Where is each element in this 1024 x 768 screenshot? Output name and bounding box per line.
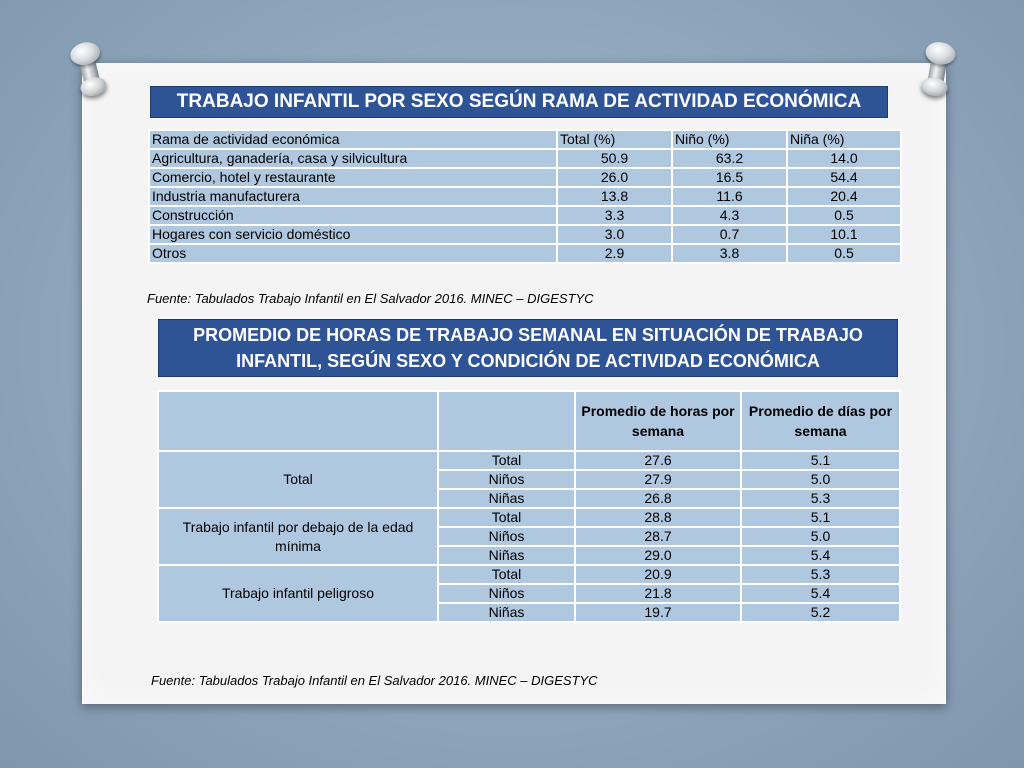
activity-table bbox=[148, 129, 902, 264]
table-row bbox=[149, 168, 901, 187]
column-header: Rama de actividad económica bbox=[149, 130, 557, 149]
table-row bbox=[149, 206, 901, 225]
cell-nina: 0.5 bbox=[787, 244, 901, 263]
hours-cell: 27.6 bbox=[575, 451, 741, 470]
days-cell: 5.0 bbox=[741, 527, 900, 546]
days-cell: 5.1 bbox=[741, 451, 900, 470]
days-cell: 5.2 bbox=[741, 603, 900, 622]
hours-cell: 27.9 bbox=[575, 470, 741, 489]
row-label: Industria manufacturera bbox=[149, 187, 557, 206]
hours-cell: 21.8 bbox=[575, 584, 741, 603]
cell-total: 3.3 bbox=[557, 206, 672, 225]
column-header: Total (%) bbox=[557, 130, 672, 149]
group-label: Trabajo infantil por debajo de la edad mínima bbox=[158, 508, 438, 565]
days-cell: 5.4 bbox=[741, 584, 900, 603]
sex-cell: Niños bbox=[438, 527, 575, 546]
hours-cell: 19.7 bbox=[575, 603, 741, 622]
column-header bbox=[438, 391, 575, 451]
group-label: Trabajo infantil peligroso bbox=[158, 565, 438, 622]
column-header bbox=[158, 391, 438, 451]
sex-cell: Total bbox=[438, 565, 575, 584]
table-row bbox=[158, 565, 900, 584]
row-label: Comercio, hotel y restaurante bbox=[149, 168, 557, 187]
hours-cell: 20.9 bbox=[575, 565, 741, 584]
cell-total: 3.0 bbox=[557, 225, 672, 244]
cell-nino: 11.6 bbox=[672, 187, 787, 206]
table2-title: PROMEDIO DE HORAS DE TRABAJO SEMANAL EN SITUACIÓN DE TRABAJO INFANTIL, SEGÚN SEXO Y CONDICIÓN DE ACTIVIDAD ECONÓMICA bbox=[158, 319, 898, 377]
sex-cell: Total bbox=[438, 508, 575, 527]
sex-cell: Total bbox=[438, 451, 575, 470]
table-row bbox=[149, 244, 901, 263]
cell-nino: 63.2 bbox=[672, 149, 787, 168]
column-header: Promedio de horas por semana bbox=[575, 391, 741, 451]
hours-cell: 28.7 bbox=[575, 527, 741, 546]
row-label: Hogares con servicio doméstico bbox=[149, 225, 557, 244]
table-header-row bbox=[158, 391, 900, 451]
sex-cell: Niñas bbox=[438, 546, 575, 565]
cell-total: 26.0 bbox=[557, 168, 672, 187]
cell-nino: 0.7 bbox=[672, 225, 787, 244]
cell-nina: 14.0 bbox=[787, 149, 901, 168]
table-row bbox=[158, 508, 900, 527]
table-header-row bbox=[149, 130, 901, 149]
sex-cell: Niños bbox=[438, 470, 575, 489]
days-cell: 5.4 bbox=[741, 546, 900, 565]
cell-total: 50.9 bbox=[557, 149, 672, 168]
pushpin-icon bbox=[917, 40, 957, 106]
days-cell: 5.3 bbox=[741, 489, 900, 508]
hours-cell: 26.8 bbox=[575, 489, 741, 508]
days-cell: 5.3 bbox=[741, 565, 900, 584]
table-row bbox=[149, 187, 901, 206]
cell-nina: 0.5 bbox=[787, 206, 901, 225]
hours-cell: 28.8 bbox=[575, 508, 741, 527]
sex-cell: Niñas bbox=[438, 603, 575, 622]
cell-total: 2.9 bbox=[557, 244, 672, 263]
table1-title: TRABAJO INFANTIL POR SEXO SEGÚN RAMA DE ACTIVIDAD ECONÓMICA bbox=[150, 86, 888, 118]
column-header: Promedio de días por semana bbox=[741, 391, 900, 451]
pushpin-icon bbox=[68, 39, 112, 106]
cell-nino: 3.8 bbox=[672, 244, 787, 263]
cell-nina: 20.4 bbox=[787, 187, 901, 206]
hours-table bbox=[157, 390, 901, 623]
cell-nina: 10.1 bbox=[787, 225, 901, 244]
sex-cell: Niños bbox=[438, 584, 575, 603]
row-label: Agricultura, ganadería, casa y silvicultura bbox=[149, 149, 557, 168]
days-cell: 5.1 bbox=[741, 508, 900, 527]
hours-cell: 29.0 bbox=[575, 546, 741, 565]
column-header: Niña (%) bbox=[787, 130, 901, 149]
sex-cell: Niñas bbox=[438, 489, 575, 508]
row-label: Otros bbox=[149, 244, 557, 263]
days-cell: 5.0 bbox=[741, 470, 900, 489]
row-label: Construcción bbox=[149, 206, 557, 225]
table-row bbox=[149, 149, 901, 168]
column-header: Niño (%) bbox=[672, 130, 787, 149]
table2-source-note: Fuente: Tabulados Trabajo Infantil en El Salvador 2016. MINEC – DIGESTYC bbox=[151, 673, 598, 688]
table-row bbox=[158, 451, 900, 470]
table-row bbox=[149, 225, 901, 244]
cell-nina: 54.4 bbox=[787, 168, 901, 187]
table1-source-note: Fuente: Tabulados Trabajo Infantil en El Salvador 2016. MINEC – DIGESTYC bbox=[147, 291, 594, 306]
cell-nino: 4.3 bbox=[672, 206, 787, 225]
cell-nino: 16.5 bbox=[672, 168, 787, 187]
cell-total: 13.8 bbox=[557, 187, 672, 206]
group-label: Total bbox=[158, 451, 438, 508]
